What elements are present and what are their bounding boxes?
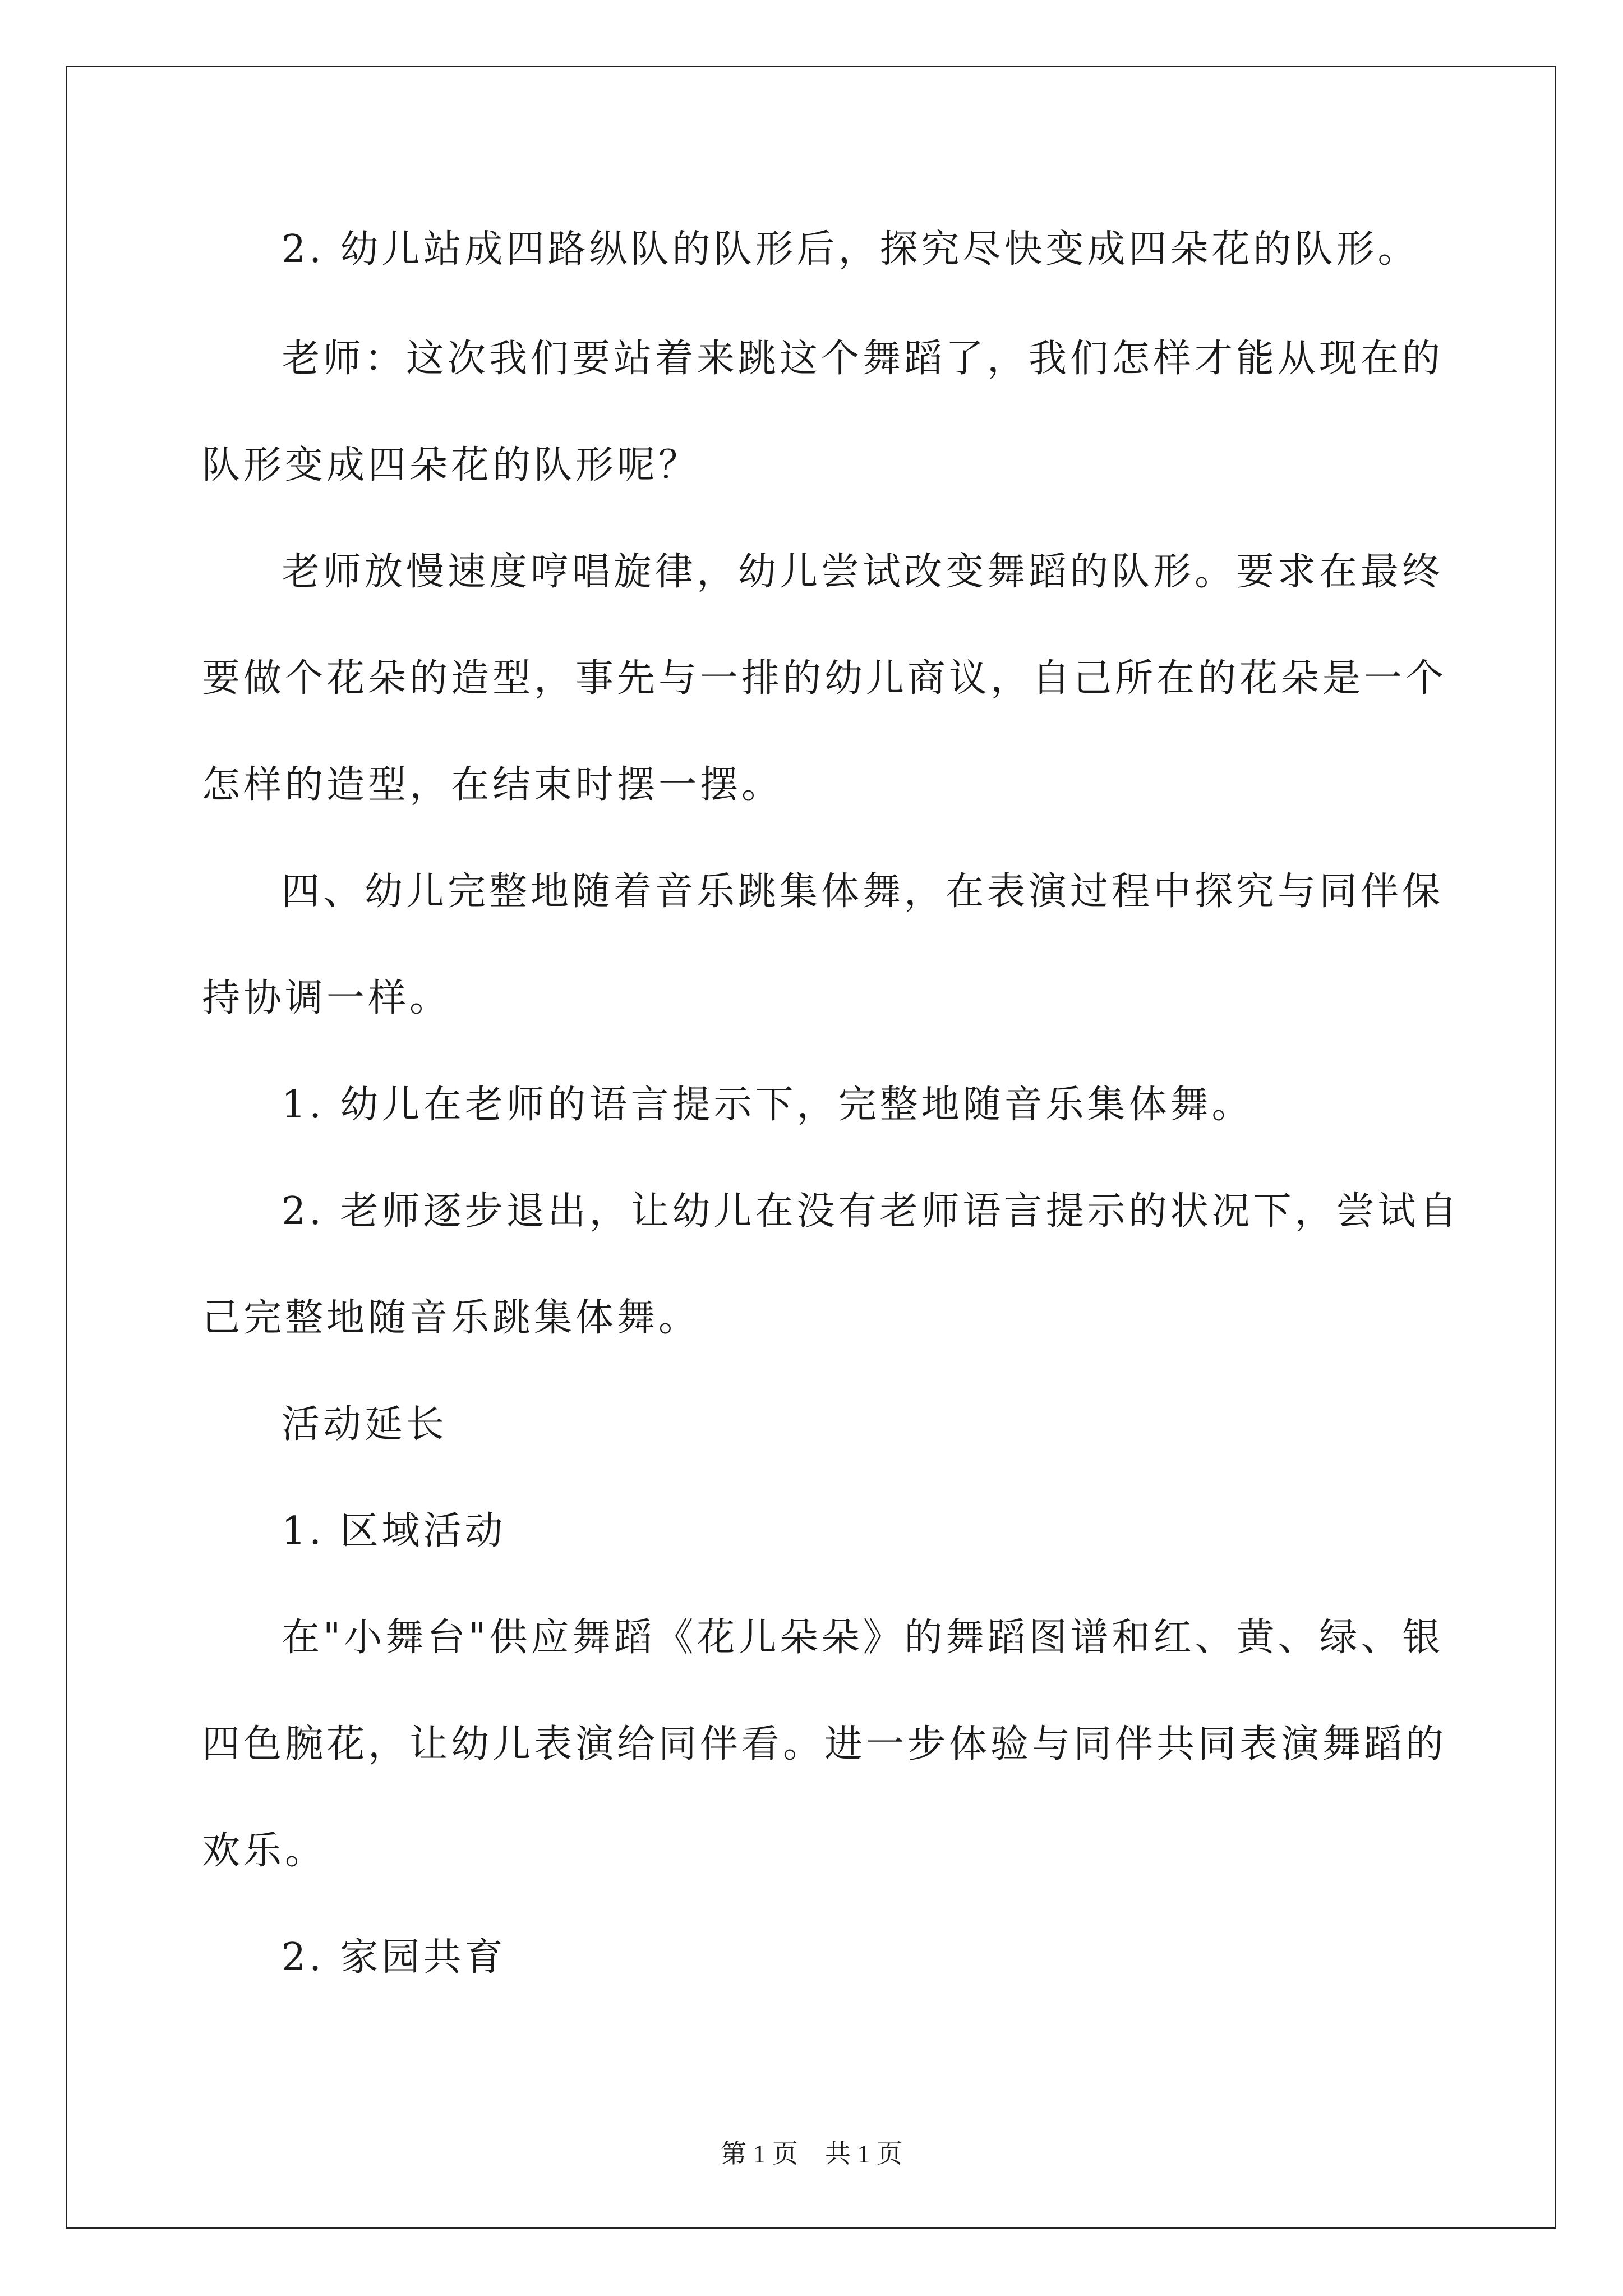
page-footer [0, 2137, 1623, 2171]
text-line: 欢乐。 [202, 1829, 327, 1873]
text-line: 队形变成四朵花的队形呢？ [202, 443, 700, 487]
text-line: 怎样的造型，在结束时摆一摆。 [202, 763, 783, 807]
text-line: 1. 幼儿在老师的语言提示下，完整地随音乐集体舞。 [282, 1083, 1253, 1127]
text-line: 2. 老师逐步退出，让幼儿在没有老师语言提示的状况下，尝试自 [282, 1189, 1461, 1234]
text-line: 老师：这次我们要站着来跳这个舞蹈了，我们怎样才能从现在的 [282, 337, 1444, 381]
page-number-current: 第 1 页 [721, 2139, 798, 2168]
text-line: 2. 家园共育 [282, 1935, 506, 1980]
page-number-total: 共 1 页 [825, 2139, 902, 2168]
text-line: 持协调一样。 [202, 976, 451, 1020]
text-line: 老师放慢速度哼唱旋律，幼儿尝试改变舞蹈的队形。要求在最终 [282, 550, 1444, 594]
text-line: 四、幼儿完整地随着音乐跳集体舞，在表演过程中探究与同伴保 [282, 869, 1444, 914]
document-body [202, 0, 1461, 2076]
text-line: 2. 幼儿站成四路纵队的队形后，探究尽快变成四朵花的队形。 [282, 227, 1419, 272]
text-line: 在"小舞台"供应舞蹈《花儿朵朵》的舞蹈图谱和红、黄、绿、银 [282, 1616, 1444, 1660]
text-line: 要做个花朵的造型，事先与一排的幼儿商议，自己所在的花朵是一个 [202, 656, 1447, 701]
text-line: 己完整地随音乐跳集体舞。 [202, 1296, 700, 1340]
text-line: 四色腕花，让幼儿表演给同伴看。进一步体验与同伴共同表演舞蹈的 [202, 1722, 1447, 1766]
section-heading: 活动延长 [282, 1402, 448, 1447]
text-line: 1. 区域活动 [282, 1509, 506, 1553]
